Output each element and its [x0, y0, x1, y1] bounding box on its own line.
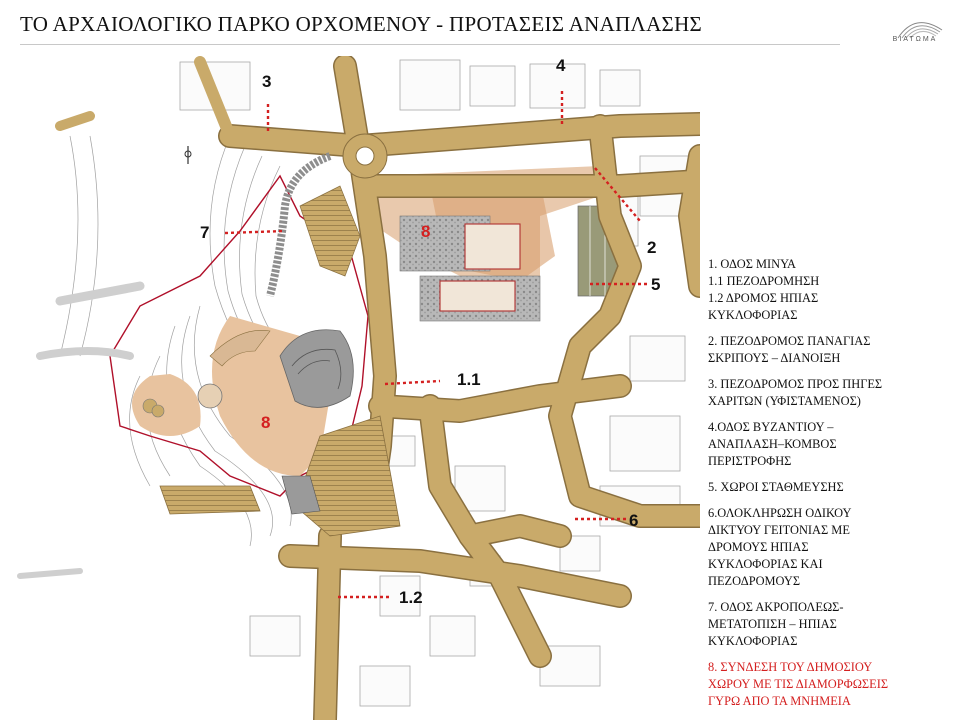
legend-line: ΔΡΟΜΟΥΣ ΗΠΙΑΣ [708, 540, 809, 554]
legend-entry-7 [708, 599, 956, 650]
legend-entry-8 [708, 659, 956, 710]
legend-line: 2. ΠΕΖΟΔΡΟΜΟΣ ΠΑΝΑΓΙΑΣ [708, 334, 871, 348]
legend-line: 6.ΟΛΟΚΛΗΡΩΣΗ ΟΔΙΚΟΥ [708, 506, 852, 520]
legend-line: ΠΕΖΟΔΡΟΜΟΥΣ [708, 574, 801, 588]
legend-entry-2 [708, 333, 956, 367]
legend-line: 1.2 ΔΡΟΜΟΣ ΗΠΙΑΣ [708, 291, 819, 305]
callout-4: 4 [556, 56, 566, 75]
callout-3: 3 [262, 72, 272, 91]
legend-line: ΧΑΡΙΤΩΝ (ΥΦΙΣΤΑΜΕΝΟΣ) [708, 394, 861, 408]
legend-line: ΣΚΡΙΠΟΥΣ – ΔΙΑΝΟΙΞΗ [708, 351, 841, 365]
legend [708, 256, 956, 719]
logo-wordmark: ΒΙΑΤΩΜΑ [892, 36, 938, 43]
legend-line: 4.ΟΔΟΣ ΒΥΖΑΝΤΙΟΥ – [708, 420, 834, 434]
legend-line: ΧΩΡΟΥ ΜΕ ΤΙΣ ΔΙΑΜΟΡΦΩΣΕΙΣ [708, 677, 889, 691]
legend-line: ΚΥΚΛΟΦΟΡΙΑΣ [708, 308, 798, 322]
legend-line: 1.1 ΠΕΖΟΔΡΟΜΗΣΗ [708, 274, 820, 288]
north-arrow-icon [185, 146, 191, 164]
callout-2: 2 [647, 238, 657, 257]
callout-8-bottom: 8 [261, 413, 271, 432]
legend-line: 5. ΧΩΡΟΙ ΣΤΑΘΜΕΥΣΗΣ [708, 480, 844, 494]
legend-entry-4 [708, 419, 956, 470]
callout-1-1: 1.1 [457, 370, 481, 389]
legend-entry-1 [708, 256, 956, 324]
legend-entry-5 [708, 479, 956, 496]
legend-line: ΔΙΚΤΥΟΥ ΓΕΙΤΟΝΙΑΣ ΜΕ [708, 523, 850, 537]
title-divider [20, 44, 840, 45]
legend-line: 3. ΠΕΖΟΔΡΟΜΟΣ ΠΡΟΣ ΠΗΓΕΣ [708, 377, 883, 391]
page-title: ΤΟ ΑΡΧΑΙΟΛΟΓΙΚΟ ΠΑΡΚΟ ΟΡΧΟΜΕΝΟΥ - ΠΡΟΤΑΣΕΙΣ ΑΝΑΠΛΑΣΗΣ [20, 12, 703, 36]
legend-line: ΜΕΤΑΤΟΠΙΣΗ – ΗΠΙΑΣ [708, 617, 837, 631]
legend-line: 1. ΟΔΟΣ ΜΙΝΥΑ [708, 257, 796, 271]
callout-7: 7 [200, 223, 210, 242]
legend-line: ΓΥΡΩ ΑΠΟ ΤΑ ΜΝΗΜΕΙΑ [708, 694, 851, 708]
legend-entry-3 [708, 376, 956, 410]
arcs-logo-icon [880, 8, 950, 52]
legend-line: ΚΥΚΛΟΦΟΡΙΑΣ [708, 634, 798, 648]
legend-line: ΠΕΡΙΣΤΡΟΦΗΣ [708, 454, 792, 468]
legend-entry-6 [708, 505, 956, 590]
roundabout [343, 134, 387, 178]
legend-line: 8. ΣΥΝΔΕΣΗ ΤΟΥ ΔΗΜΟΣΙΟΥ [708, 660, 873, 674]
site-plan-map [0, 56, 700, 720]
callout-8-top: 8 [421, 222, 431, 241]
callout-1-2: 1.2 [399, 588, 423, 607]
legend-line: 7. ΟΔΟΣ ΑΚΡΟΠΟΛΕΩΣ- [708, 600, 844, 614]
callout-6: 6 [629, 511, 639, 530]
callout-5: 5 [651, 275, 661, 294]
legend-line: ΑΝΑΠΛΑΣΗ–ΚΟΜΒΟΣ [708, 437, 837, 451]
legend-line: ΚΥΚΛΟΦΟΡΙΑΣ ΚΑΙ [708, 557, 823, 571]
